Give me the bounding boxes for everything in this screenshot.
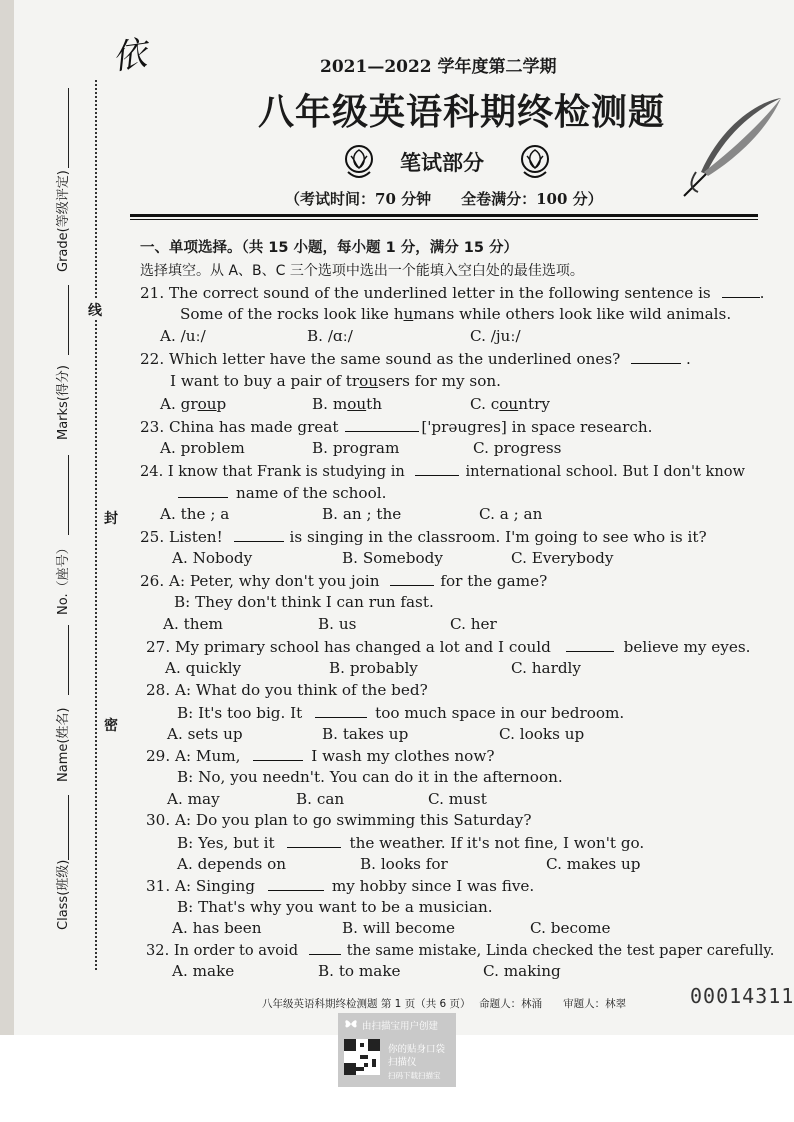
q30-line2-pre: B: Yes, but it <box>177 834 275 852</box>
question-30: 30. A: Do you plan to go swimming this Saturday? <box>146 811 532 829</box>
q22-stem: 22. Which letter have the same sound as the underlined ones? <box>140 350 621 368</box>
q22-option-b <box>312 395 382 413</box>
rose-icon-left <box>340 142 378 182</box>
q30-line2-post: the weather. If it's not fine, I won't go. <box>349 834 645 852</box>
question-23 <box>140 417 653 436</box>
q21-option-b: B. /ɑː/ <box>307 327 353 345</box>
q21-sentence-pre: Some of the rocks look like h <box>180 305 404 323</box>
q30-option-c: C. makes up <box>546 855 641 873</box>
q27-stem-post: believe my eyes. <box>623 638 751 656</box>
q29-stem-post: I wash my clothes now? <box>311 747 495 765</box>
name-line <box>68 625 69 695</box>
name-label: Name(姓名) <box>56 707 71 782</box>
q22-a-u: ou <box>197 395 217 413</box>
butterfly-icon <box>344 1017 358 1031</box>
page-footer: 八年级英语科期终检测题 第 1 页（共 6 页） 命题人：林涌 审题人：林翠 <box>262 998 627 1010</box>
q31-line2: B: That's why you want to be a musician. <box>177 898 493 916</box>
q28-line2 <box>177 703 624 722</box>
q26-line2: B: They don't think I can run fast. <box>174 593 434 611</box>
q26-stem-pre: 26. A: Peter, why don't you join <box>140 572 380 590</box>
q21-underlined: u <box>403 305 414 323</box>
q24-blank-2 <box>178 483 228 498</box>
q22-option-c <box>470 395 550 413</box>
section-instruction: 选择填空。从 A、B、C 三个选项中选出一个能填入空白处的最佳选项。 <box>140 263 584 279</box>
question-21: 21. The correct sound of the underlined letter in the following sentence is . <box>140 284 765 302</box>
q24-option-c: C. a ; an <box>479 505 543 523</box>
seal-char-seal: 封 <box>104 508 118 528</box>
header-rule <box>130 214 758 217</box>
no-label: No.（座号） <box>56 541 71 615</box>
q23-blank <box>345 417 419 432</box>
q31-option-c: C. become <box>530 919 611 937</box>
q31-stem-post: my hobby since I was five. <box>331 877 535 895</box>
question-22: 22. Which letter have the same sound as the underlined ones? . <box>140 350 691 368</box>
school-year: 2021—2022 学年度第二学期 <box>320 57 557 77</box>
q32-option-b: B. to make <box>318 962 401 980</box>
seal-char-secret: 密 <box>104 715 118 735</box>
question-26 <box>140 571 547 590</box>
marks-label: Marks(得分) <box>56 365 71 440</box>
question-27 <box>146 637 750 656</box>
q22-c-pre: C. c <box>470 395 500 413</box>
q21-option-a: A. /uː/ <box>160 327 206 345</box>
watermark-line4: 扫码下载扫描宝 <box>388 1071 441 1080</box>
no-line <box>68 455 69 535</box>
q29-line2: B: No, you needn't. You can do it in the afternoon. <box>177 768 563 786</box>
q22-b-u: ou <box>347 395 367 413</box>
q25-option-c: C. Everybody <box>511 549 614 567</box>
question-31 <box>146 876 534 895</box>
question-28: 28. A: What do you think of the bed? <box>146 681 428 699</box>
header-rule-thin <box>130 219 758 220</box>
q26-option-a: A. them <box>163 615 223 633</box>
q22-underlined: ou <box>359 372 379 390</box>
marks-line <box>68 285 69 355</box>
q27-option-a: A. quickly <box>165 659 242 677</box>
q25-option-a: A. Nobody <box>172 549 253 567</box>
rose-icon-right <box>516 142 554 182</box>
question-24 <box>140 461 745 480</box>
q22-a-pre: A. gr <box>160 395 198 413</box>
q24-line2-post: name of the school. <box>236 484 387 502</box>
q28-option-c: C. looks up <box>499 725 585 743</box>
qr-code <box>344 1039 380 1075</box>
question-32 <box>146 940 774 959</box>
section-heading: 一、单项选择。（共 15 小题，每小题 1 分，满分 15 分） <box>140 240 518 256</box>
question-25 <box>140 527 707 546</box>
q29-blank <box>253 746 303 761</box>
q31-stem-pre: 31. A: Singing <box>146 877 256 895</box>
q29-option-b: B. can <box>296 790 345 808</box>
q26-option-b: B. us <box>318 615 357 633</box>
q28-line2-post: too much space in our bedroom. <box>375 704 625 722</box>
q24-line2 <box>178 483 386 502</box>
q22-option-a <box>160 395 226 413</box>
q21-sentence <box>180 305 731 323</box>
q27-stem-pre: 27. My primary school has changed a lot and I could <box>146 638 551 656</box>
watermark-line2: 你的贴身口袋 <box>388 1044 446 1055</box>
q31-blank <box>268 876 324 891</box>
grade-label: Grade(等级评定) <box>56 170 71 272</box>
q28-option-b: B. takes up <box>322 725 409 743</box>
q22-b-post: th <box>366 395 383 413</box>
exam-title: 八年级英语科期终检测题 <box>258 91 666 133</box>
q24-option-a: A. the ; a <box>160 505 230 523</box>
q28-line2-pre: B: It's too big. It <box>177 704 303 722</box>
q21-option-c: C. /juː/ <box>470 327 521 345</box>
q23-option-a: A. problem <box>160 439 245 457</box>
q24-stem-pre: 24. I know that Frank is studying in <box>140 463 405 480</box>
q26-option-c: C. her <box>450 615 497 633</box>
q23-option-c: C. progress <box>473 439 562 457</box>
q25-blank <box>234 527 284 542</box>
handwritten-mark: 依 <box>109 33 150 79</box>
q26-blank <box>390 571 434 586</box>
q23-stem-post: ['prəugres] in space research. <box>421 418 653 436</box>
paper-edge-shadow <box>0 0 14 1035</box>
q29-stem-pre: 29. A: Mum, <box>146 747 241 765</box>
q25-option-b: B. Somebody <box>342 549 443 567</box>
q29-option-c: C. must <box>428 790 487 808</box>
q27-option-b: B. probably <box>329 659 418 677</box>
q30-option-a: A. depends on <box>177 855 287 873</box>
q22-c-post: ntry <box>518 395 550 413</box>
exam-time-info: （考试时间：70 分钟 全卷满分：100 分） <box>285 190 603 208</box>
q22-c-u: ou <box>499 395 519 413</box>
class-line <box>68 795 69 860</box>
q28-option-a: A. sets up <box>167 725 243 743</box>
q32-blank <box>309 940 341 955</box>
q27-option-c: C. hardly <box>511 659 581 677</box>
q22-sentence-pre: I want to buy a pair of tr <box>170 372 360 390</box>
q23-option-b: B. program <box>312 439 400 457</box>
q27-blank <box>566 637 614 652</box>
q32-stem-pre: 32. In order to avoid <box>146 942 299 959</box>
q22-sentence-post: sers for my son. <box>378 372 501 390</box>
q21-stem: 21. The correct sound of the underlined letter in the following sentence is <box>140 284 711 302</box>
exam-subtitle: 笔试部分 <box>400 150 484 175</box>
seal-char-line: 线 <box>88 300 102 320</box>
q22-b-pre: B. m <box>312 395 348 413</box>
q30-option-b: B. looks for <box>360 855 448 873</box>
grade-line <box>68 88 69 168</box>
serial-number: 00014311 <box>690 984 794 1008</box>
q24-option-b: B. an ; the <box>322 505 402 523</box>
q30-line2 <box>177 833 644 852</box>
q32-option-a: A. make <box>172 962 235 980</box>
q21-blank <box>722 283 760 298</box>
q32-stem-post: the same mistake, Linda checked the test paper carefully. <box>346 942 775 959</box>
quill-pen-icon <box>676 92 786 200</box>
q23-stem-pre: 23. China has made great <box>140 418 339 436</box>
q25-stem-post: is singing in the classroom. I'm going to see who is it? <box>289 528 707 546</box>
watermark-line3: 扫描仪 <box>388 1057 417 1068</box>
q24-blank-1 <box>415 461 459 476</box>
q22-blank <box>631 349 681 364</box>
scanner-watermark <box>338 1013 456 1087</box>
q22-sentence <box>170 372 501 390</box>
q21-sentence-post: mans while others look like wild animals. <box>413 305 732 323</box>
watermark-line1: 由扫描宝用户创建 <box>362 1021 439 1032</box>
q31-option-a: A. has been <box>172 919 262 937</box>
q22-a-post: p <box>216 395 227 413</box>
q32-option-c: C. making <box>483 962 561 980</box>
question-29 <box>146 746 494 765</box>
seal-dotted-line <box>95 80 97 970</box>
q30-blank <box>287 833 341 848</box>
q29-option-a: A. may <box>167 790 220 808</box>
q25-stem-pre: 25. Listen! <box>140 528 223 546</box>
q28-blank <box>315 703 367 718</box>
q26-stem-post: for the game? <box>440 572 548 590</box>
q31-option-b: B. will become <box>342 919 455 937</box>
class-label: Class(班级) <box>56 859 71 930</box>
q24-stem-post: international school. But I don't know <box>465 463 745 480</box>
